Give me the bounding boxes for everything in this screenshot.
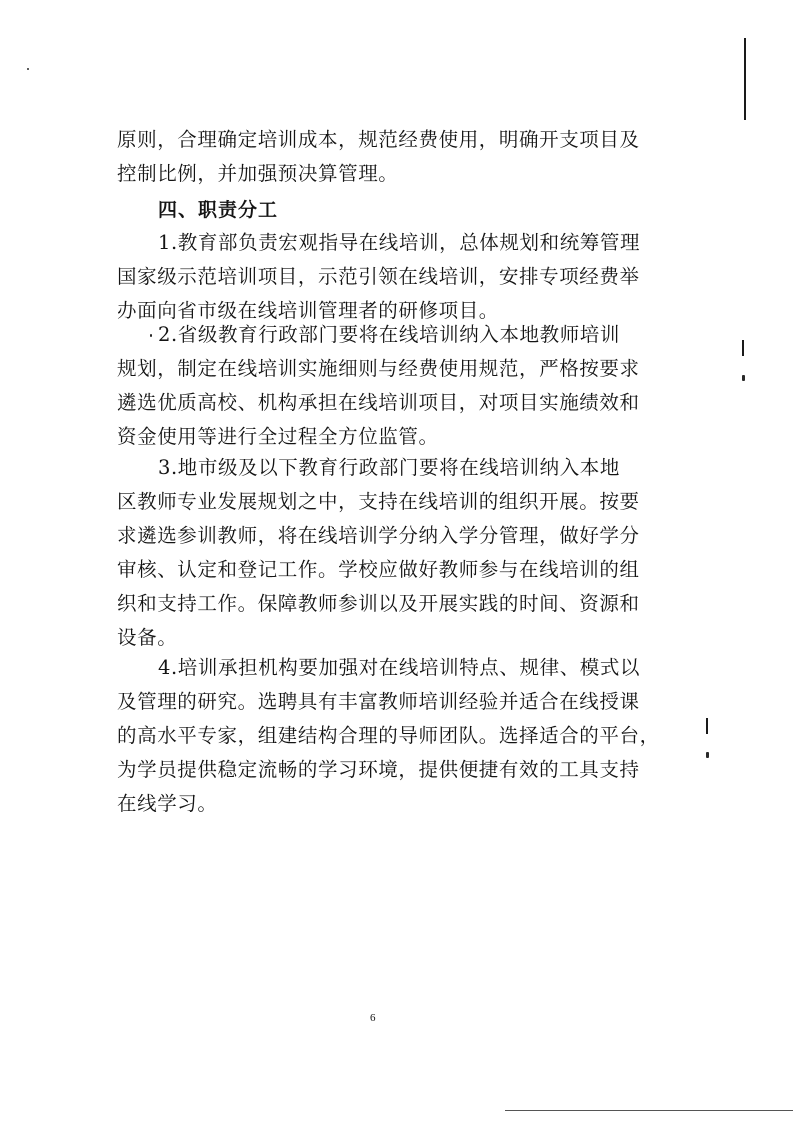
text-line: 控制比例，并加强预决算管理。 xyxy=(117,162,399,185)
text-line: 的高水平专家，组建结构合理的导师团队。选择适合的平台， xyxy=(117,724,660,747)
text-line: 织和支持工作。保障教师参训以及开展实践的时间、资源和 xyxy=(117,592,640,615)
text-line: 在线学习。 xyxy=(117,792,218,815)
section-heading: 四、职责分工 xyxy=(158,199,279,221)
text-line: 2.省级教育行政部门要将在线培训纳入本地教师培训 xyxy=(158,323,621,346)
paragraph-3 xyxy=(117,451,647,655)
text-line: 规划，制定在线培训实施细则与经费使用规范，严格按要求 xyxy=(117,357,640,380)
text-line: 原则，合理确定培训成本，规范经费使用，明确开支项目及 xyxy=(117,128,640,151)
scan-dot xyxy=(27,68,29,70)
text-line: 3.地市级及以下教育行政部门要将在线培训纳入本地 xyxy=(158,456,621,479)
text-line: 审核、认定和登记工作。学校应做好教师参与在线培训的组 xyxy=(117,558,640,581)
paragraph-2 xyxy=(117,318,647,454)
paragraph-1 xyxy=(117,226,647,328)
text-line: 资金使用等进行全过程全方位监管。 xyxy=(117,425,439,448)
text-line: 1.教育部负责宏观指导在线培训，总体规划和统筹管理 xyxy=(158,231,641,254)
scan-dot xyxy=(706,752,709,758)
text-line: 为学员提供稳定流畅的学习环境，提供便捷有效的工具支持 xyxy=(117,758,640,781)
scan-edge-mark xyxy=(742,340,744,356)
scan-edge-mark xyxy=(744,38,746,120)
text-line: 及管理的研究。选聘具有丰富教师培训经验并适合在线授课 xyxy=(117,690,640,713)
text-line: 遴选优质高校、机构承担在线培训项目，对项目实施绩效和 xyxy=(117,391,640,414)
page-number: 6 xyxy=(370,1012,376,1024)
text-line: 4.培训承担机构要加强对在线培训特点、规律、模式以 xyxy=(158,656,641,679)
scan-edge-mark xyxy=(706,718,708,734)
text-line: 办面向省市级在线培训管理者的研修项目。 xyxy=(117,299,499,322)
text-line: 区教师专业发展规划之中，支持在线培训的组织开展。按要 xyxy=(117,490,640,513)
paragraph-4 xyxy=(117,651,660,821)
paragraph-intro xyxy=(117,123,647,191)
text-line: 设备。 xyxy=(117,626,178,649)
scan-bottom-line xyxy=(505,1110,793,1111)
scan-dot xyxy=(742,375,745,381)
text-line: 求遴选参训教师，将在线培训学分纳入学分管理，做好学分 xyxy=(117,524,640,547)
text-line: 国家级示范培训项目，示范引领在线培训，安排专项经费举 xyxy=(117,265,640,288)
